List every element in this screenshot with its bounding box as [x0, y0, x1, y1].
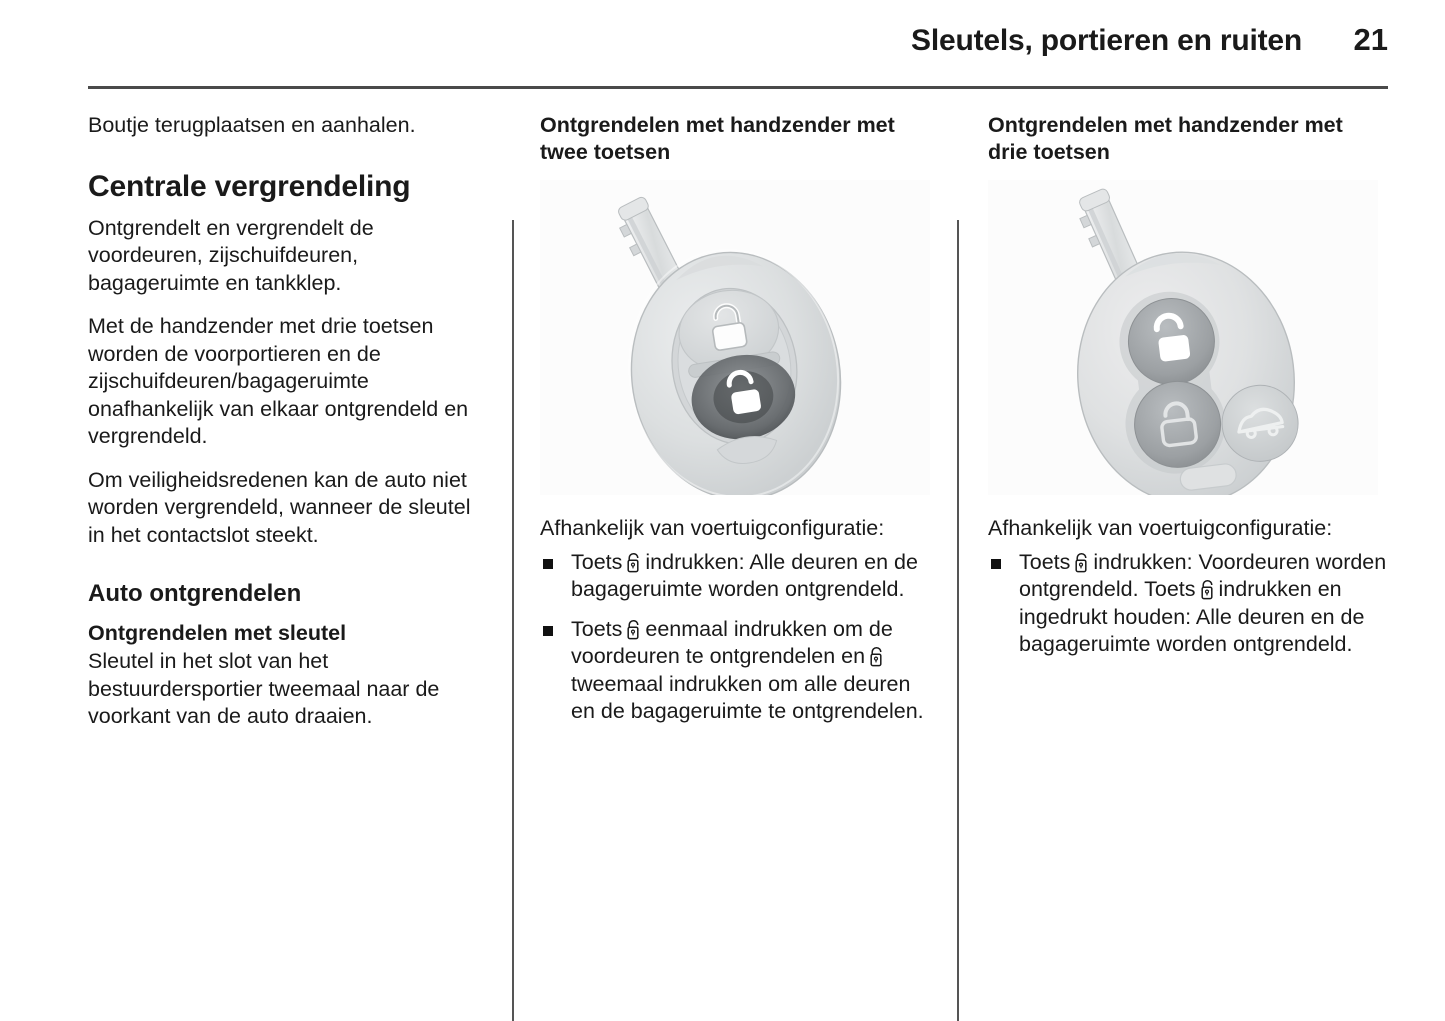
bullet-square-icon: [991, 559, 1001, 569]
sub-heading-auto-ontgrendelen: Auto ontgrendelen: [88, 580, 302, 607]
unlock-icon: [625, 619, 642, 641]
column-2-lead-in: Afhankelijk van voertuigconfiguratie:: [540, 516, 885, 540]
paragraph-2: Met de handzender met drie toetsen worden de voorportieren en de zijschuifdeuren/bagageruimte onafhankelijk van elkaar ontgrendeld en vergrendeld.: [88, 314, 469, 448]
column-3-bullet-list: [988, 549, 1388, 659]
column-3-heading: Ontgrendelen met handzender met drie toetsen: [988, 113, 1343, 164]
bullet-square-icon: [543, 559, 553, 569]
unlock-icon: [1199, 579, 1216, 601]
two-button-fob-figure: [540, 180, 930, 495]
page-title: Sleutels, portieren en ruiten: [911, 24, 1302, 57]
bullet-text-before-icon: Toets: [571, 616, 623, 641]
list-item: [540, 549, 940, 604]
three-button-key-fob-illustration: [988, 180, 1378, 495]
column-divider-1: [512, 220, 514, 1021]
bullet-text-before-icon: Toets: [571, 549, 623, 574]
paragraph-1: Ontgrendelt en vergrendelt de voordeuren, zijschuifdeuren, bagageruimte en tankklep.: [88, 215, 374, 295]
column-2: [540, 112, 940, 738]
bullet-text-tail: tweemaal indrukken om alle deuren en de bagageruimte te ontgrendelen.: [571, 671, 924, 723]
column-1: [88, 112, 488, 747]
column-2-bullet-list: [540, 549, 940, 726]
paragraph-3: Om veiligheidsredenen kan de auto niet worden vergrendeld, wanneer de sleutel in het contactslot steekt.: [88, 467, 471, 547]
list-item: [988, 549, 1388, 659]
bullet-text-before-icon: Toets: [1019, 549, 1071, 574]
column-2-heading: Ontgrendelen met handzender met twee toetsen: [540, 113, 895, 164]
two-button-fob-svg: [540, 180, 930, 495]
bullet-square-icon: [543, 626, 553, 636]
paragraph-4: Sleutel in het slot van het bestuurdersportier tweemaal naar de voorkant van de auto draaien.: [88, 649, 440, 728]
unlock-icon: [1073, 552, 1090, 574]
page-header: [88, 22, 1388, 58]
header-rule: [88, 86, 1388, 89]
column-3: [988, 112, 1388, 671]
three-button-fob-figure: [988, 180, 1378, 495]
unlock-icon: [868, 646, 885, 668]
subsub-heading-ontgrendelen-met-sleutel: Ontgrendelen met sleutel: [88, 621, 347, 645]
bullet-text-tail: indrukken en ingedrukt houden: Alle deuren en de bagageruimte worden ontgrendeld.: [1019, 577, 1365, 656]
bullet-text-after-icon: eenmaal indrukken om de voordeuren te ontgrendelen en: [571, 616, 893, 668]
bullet-text-after-icon: indrukken: Alle deuren en de bagageruimte worden ontgrendeld.: [571, 549, 918, 601]
unlock-icon: [625, 552, 642, 574]
intro-paragraph: Boutje terugplaatsen en aanhalen.: [88, 113, 416, 137]
bullet-text-after-icon: indrukken: Voordeuren worden ontgrendeld. Toets: [1019, 549, 1387, 601]
section-heading-centrale-vergrendeling: Centrale vergrendeling: [88, 169, 411, 203]
column-divider-2: [957, 220, 959, 1021]
list-item: [540, 616, 940, 726]
content-columns: [0, 112, 1445, 922]
two-button-key-fob-illustration: [540, 180, 930, 495]
page-number: 21: [1353, 22, 1388, 57]
column-3-lead-in: Afhankelijk van voertuigconfiguratie:: [988, 516, 1333, 540]
three-button-fob-svg: [988, 180, 1378, 495]
